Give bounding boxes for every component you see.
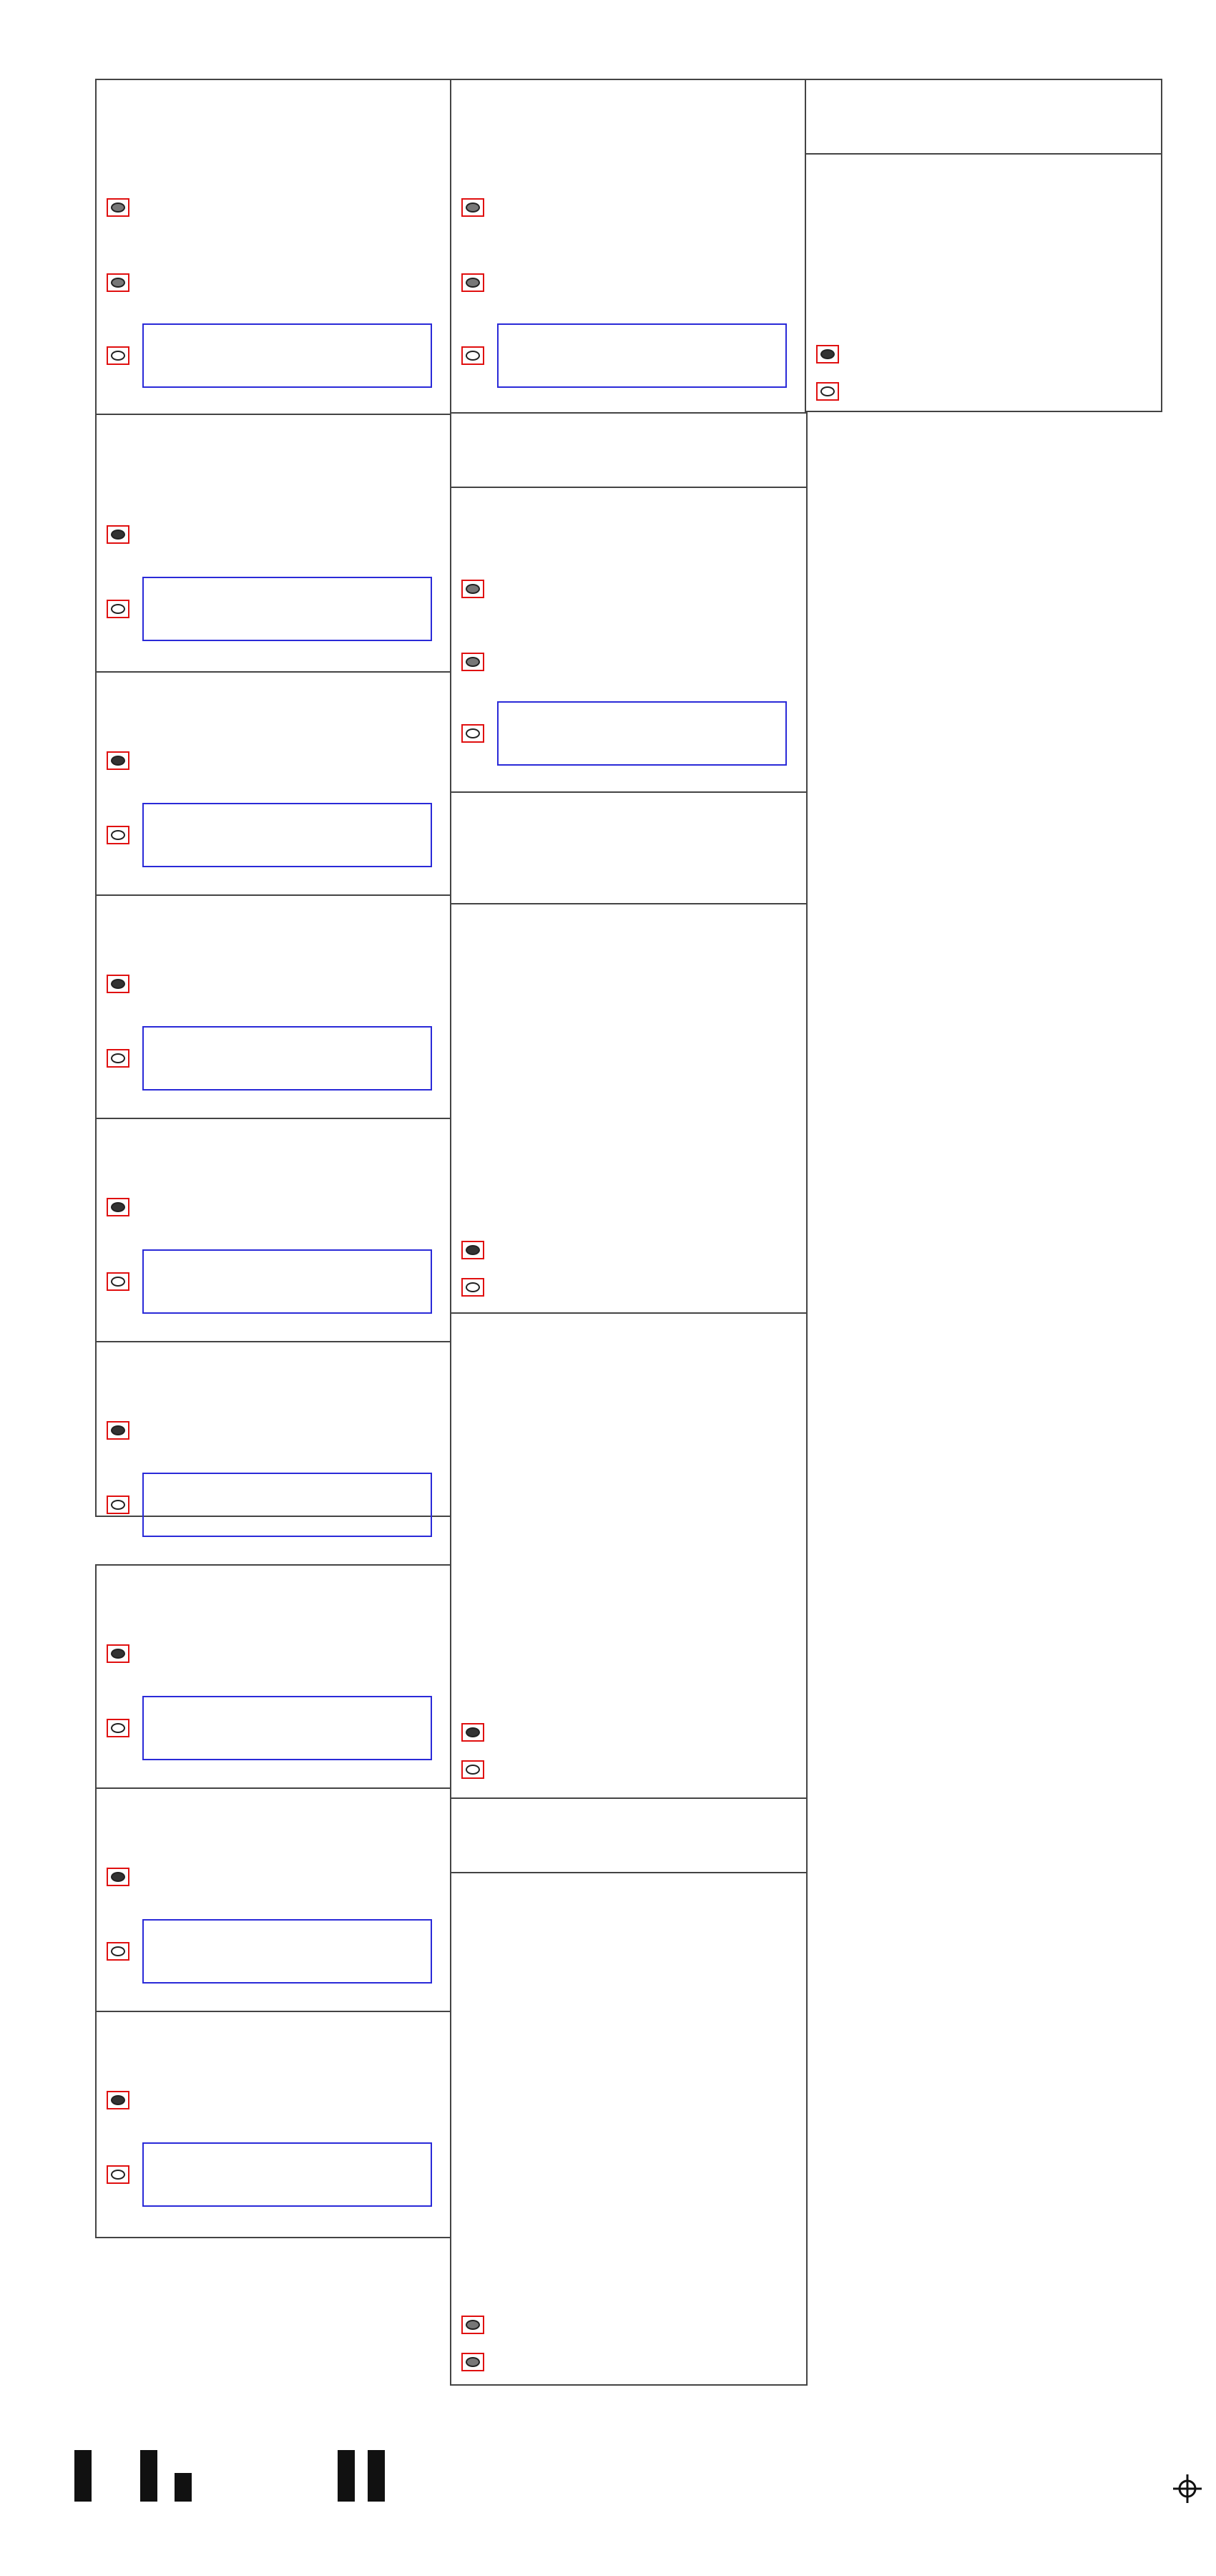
race-sheriff xyxy=(97,894,451,1119)
registration-target-icon xyxy=(1173,2474,1202,2503)
writein-oval[interactable] xyxy=(107,1496,129,1514)
writein-box[interactable] xyxy=(142,1473,432,1537)
writein-oval[interactable] xyxy=(107,1719,129,1737)
vote-oval[interactable] xyxy=(107,975,129,993)
race-clerk-superior-court xyxy=(97,671,451,896)
writein-box[interactable] xyxy=(142,803,432,867)
vote-oval[interactable] xyxy=(107,751,129,770)
writein-oval[interactable] xyxy=(107,600,129,618)
vote-oval[interactable] xyxy=(461,580,484,598)
barcode-mark xyxy=(74,2450,92,2502)
amendment-2 xyxy=(451,1312,806,1799)
vote-oval-yes[interactable] xyxy=(461,2316,484,2334)
race-surveyor xyxy=(97,1341,451,1566)
vote-oval[interactable] xyxy=(107,198,129,217)
vote-oval-no[interactable] xyxy=(461,2353,484,2371)
writein-box[interactable] xyxy=(142,2142,432,2207)
writein-oval[interactable] xyxy=(107,346,129,365)
race-district-attorney xyxy=(97,414,451,673)
vote-oval-yes[interactable] xyxy=(461,1241,484,1259)
ballot-column-1-lower xyxy=(95,1564,453,2238)
vote-oval-no[interactable] xyxy=(816,382,839,401)
amendment-1 xyxy=(451,903,806,1314)
vote-oval-no[interactable] xyxy=(461,1278,484,1297)
vote-oval-yes[interactable] xyxy=(461,1723,484,1742)
vote-oval[interactable] xyxy=(107,525,129,544)
barcode-mark xyxy=(368,2450,385,2502)
vote-oval[interactable] xyxy=(461,273,484,292)
race-sole-county-commissioner xyxy=(97,2011,451,2237)
writein-box[interactable] xyxy=(142,1919,432,1984)
header-special-election-euharlee xyxy=(451,412,806,488)
race-state-representative xyxy=(97,79,451,415)
barcode-mark xyxy=(175,2473,192,2502)
header-statewide-referendum xyxy=(451,1797,806,1873)
writein-oval[interactable] xyxy=(461,346,484,365)
writein-box[interactable] xyxy=(142,1249,432,1314)
race-bartow-homestead-exemption xyxy=(806,153,1161,411)
writein-box[interactable] xyxy=(497,701,787,766)
vote-oval[interactable] xyxy=(461,653,484,671)
race-city-council xyxy=(451,487,806,793)
race-tax-commissioner xyxy=(97,1118,451,1342)
header-proposed-amendments xyxy=(451,791,806,904)
writein-oval[interactable] xyxy=(107,1942,129,1961)
writein-oval[interactable] xyxy=(107,1272,129,1291)
race-board-of-education xyxy=(451,79,806,414)
race-coroner xyxy=(97,1564,451,1789)
ballot-column-2 xyxy=(450,79,808,2386)
vote-oval[interactable] xyxy=(107,1421,129,1440)
barcode-mark xyxy=(140,2450,157,2502)
vote-oval[interactable] xyxy=(107,1868,129,1886)
writein-oval[interactable] xyxy=(461,724,484,743)
vote-oval-no[interactable] xyxy=(461,1760,484,1779)
writein-box[interactable] xyxy=(142,1026,432,1091)
writein-box[interactable] xyxy=(142,323,432,388)
vote-oval[interactable] xyxy=(107,1644,129,1663)
ballot-column-3 xyxy=(805,79,1162,412)
ballot-column-1 xyxy=(95,79,453,1517)
vote-oval[interactable] xyxy=(107,2091,129,2109)
vote-oval[interactable] xyxy=(107,273,129,292)
writein-box[interactable] xyxy=(497,323,787,388)
referendum-a xyxy=(451,1872,806,2386)
writein-oval[interactable] xyxy=(107,2165,129,2184)
writein-box[interactable] xyxy=(142,1696,432,1760)
vote-oval[interactable] xyxy=(107,1198,129,1216)
vote-oval[interactable] xyxy=(461,198,484,217)
writein-box[interactable] xyxy=(142,577,432,641)
writein-oval[interactable] xyxy=(107,1049,129,1068)
vote-oval-yes[interactable] xyxy=(816,345,839,364)
race-chief-magistrate xyxy=(97,1787,451,2012)
writein-oval[interactable] xyxy=(107,826,129,844)
barcode-mark xyxy=(338,2450,355,2502)
header-special-election-bartow xyxy=(806,79,1161,155)
